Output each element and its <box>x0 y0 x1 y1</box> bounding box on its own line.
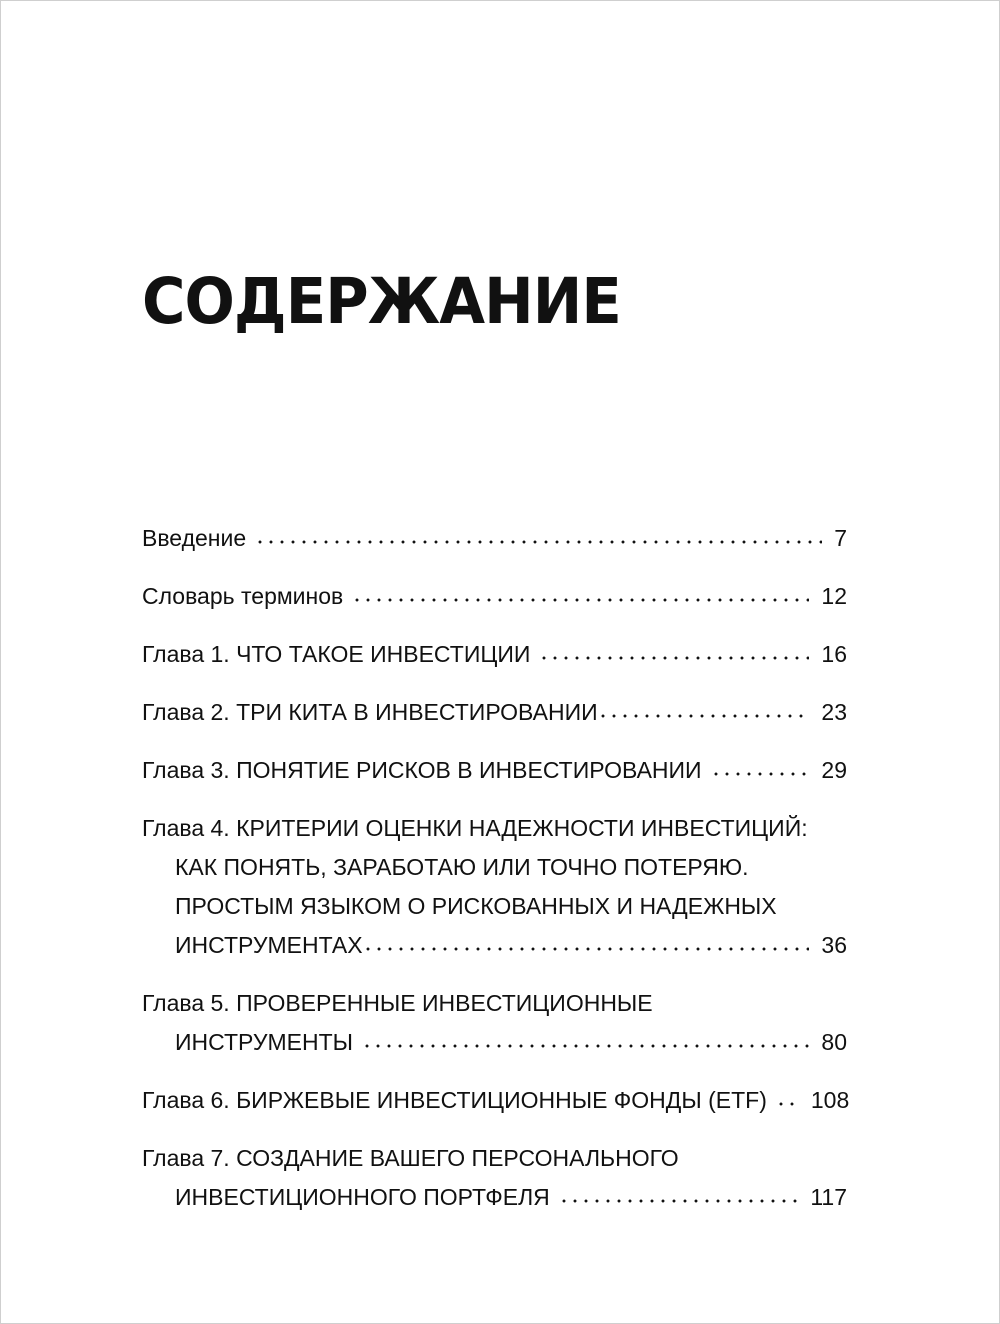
toc-entry-chapter-3[interactable] <box>142 751 847 790</box>
toc-entry-chapter-2[interactable] <box>142 693 847 732</box>
toc-entry-title: Глава 6. БИРЖЕВЫЕ ИНВЕСТИЦИОННЫЕ ФОНДЫ (ETF) <box>142 1087 767 1113</box>
toc-page-number: 12 <box>821 583 847 609</box>
toc-entry-line <box>142 887 847 926</box>
toc-entry-line <box>142 926 847 965</box>
dot-leader <box>365 1044 809 1048</box>
toc-entry-title-line-3: ПРОСТЫМ ЯЗЫКОМ О РИСКОВАННЫХ И НАДЕЖНЫХ <box>175 893 777 919</box>
toc-entry-chapter-5[interactable] <box>142 984 847 1062</box>
toc-entry-line <box>142 751 847 790</box>
toc-entry-line <box>142 848 847 887</box>
toc-entry-title: Глава 2. ТРИ КИТА В ИНВЕСТИРОВАНИИ <box>142 699 598 725</box>
toc-entry-chapter-7[interactable] <box>142 1139 847 1217</box>
toc-entry-title-line-1: Глава 5. ПРОВЕРЕННЫЕ ИНВЕСТИЦИОННЫЕ <box>142 990 653 1016</box>
dot-leader <box>542 656 809 660</box>
dot-leader <box>355 598 809 602</box>
toc-entry-line <box>142 519 847 558</box>
toc-page-number: 16 <box>821 641 847 667</box>
toc-page-number: 29 <box>821 757 847 783</box>
toc-entry-title-line-2: ИНВЕСТИЦИОННОГО ПОРТФЕЛЯ <box>175 1184 550 1210</box>
dot-leader <box>714 772 810 776</box>
toc-entry-line <box>142 693 847 732</box>
toc-entry-chapter-1[interactable] <box>142 635 847 674</box>
dot-leader <box>779 1102 799 1106</box>
toc-entry-title-line-2: ИНСТРУМЕНТЫ <box>175 1029 354 1055</box>
toc-page-number: 36 <box>821 932 847 958</box>
toc-entry-line <box>142 577 847 616</box>
toc-entry-line <box>142 635 847 674</box>
toc-entry-title-line-1: Глава 4. КРИТЕРИИ ОЦЕНКИ НАДЕЖНОСТИ ИНВЕСТИЦИЙ: <box>142 815 808 841</box>
toc-entry-title: Глава 1. ЧТО ТАКОЕ ИНВЕСТИЦИИ <box>142 641 531 667</box>
dot-leader <box>601 714 810 718</box>
toc-entry-title-line-2: КАК ПОНЯТЬ, ЗАРАБОТАЮ ИЛИ ТОЧНО ПОТЕРЯЮ. <box>175 854 749 880</box>
dot-leader <box>562 1199 799 1203</box>
toc-page-number: 117 <box>810 1184 847 1210</box>
toc-page-number: 108 <box>810 1087 850 1113</box>
toc-entry-title: Глава 3. ПОНЯТИЕ РИСКОВ В ИНВЕСТИРОВАНИИ <box>142 757 702 783</box>
table-of-contents <box>142 519 850 1210</box>
toc-entry-title: Введение <box>142 525 247 551</box>
toc-entry-chapter-4[interactable] <box>142 809 847 965</box>
toc-entry-glossary[interactable] <box>142 577 847 616</box>
toc-entry-title-line-4: ИНСТРУМЕНТАХ <box>175 932 363 958</box>
toc-entry-title: Словарь терминов <box>142 583 344 609</box>
toc-entry-chapter-6[interactable] <box>142 1081 850 1120</box>
toc-entry-line <box>142 1023 847 1062</box>
dot-leader <box>258 540 822 544</box>
toc-entry-line <box>142 1178 847 1217</box>
toc-page-number: 80 <box>821 1029 847 1055</box>
dot-leader <box>366 947 810 951</box>
toc-entry-introduction[interactable] <box>142 519 847 558</box>
toc-entry-title-line-1: Глава 7. СОЗДАНИЕ ВАШЕГО ПЕРСОНАЛЬНОГО <box>142 1145 679 1171</box>
page-title: СОДЕРЖАНИЕ <box>142 265 621 338</box>
toc-entry-line <box>142 1081 850 1120</box>
toc-page-number: 7 <box>834 525 847 551</box>
toc-entry-line <box>142 1139 847 1178</box>
toc-page-number: 23 <box>821 699 847 725</box>
toc-entry-line <box>142 809 847 848</box>
toc-entry-line <box>142 984 847 1023</box>
